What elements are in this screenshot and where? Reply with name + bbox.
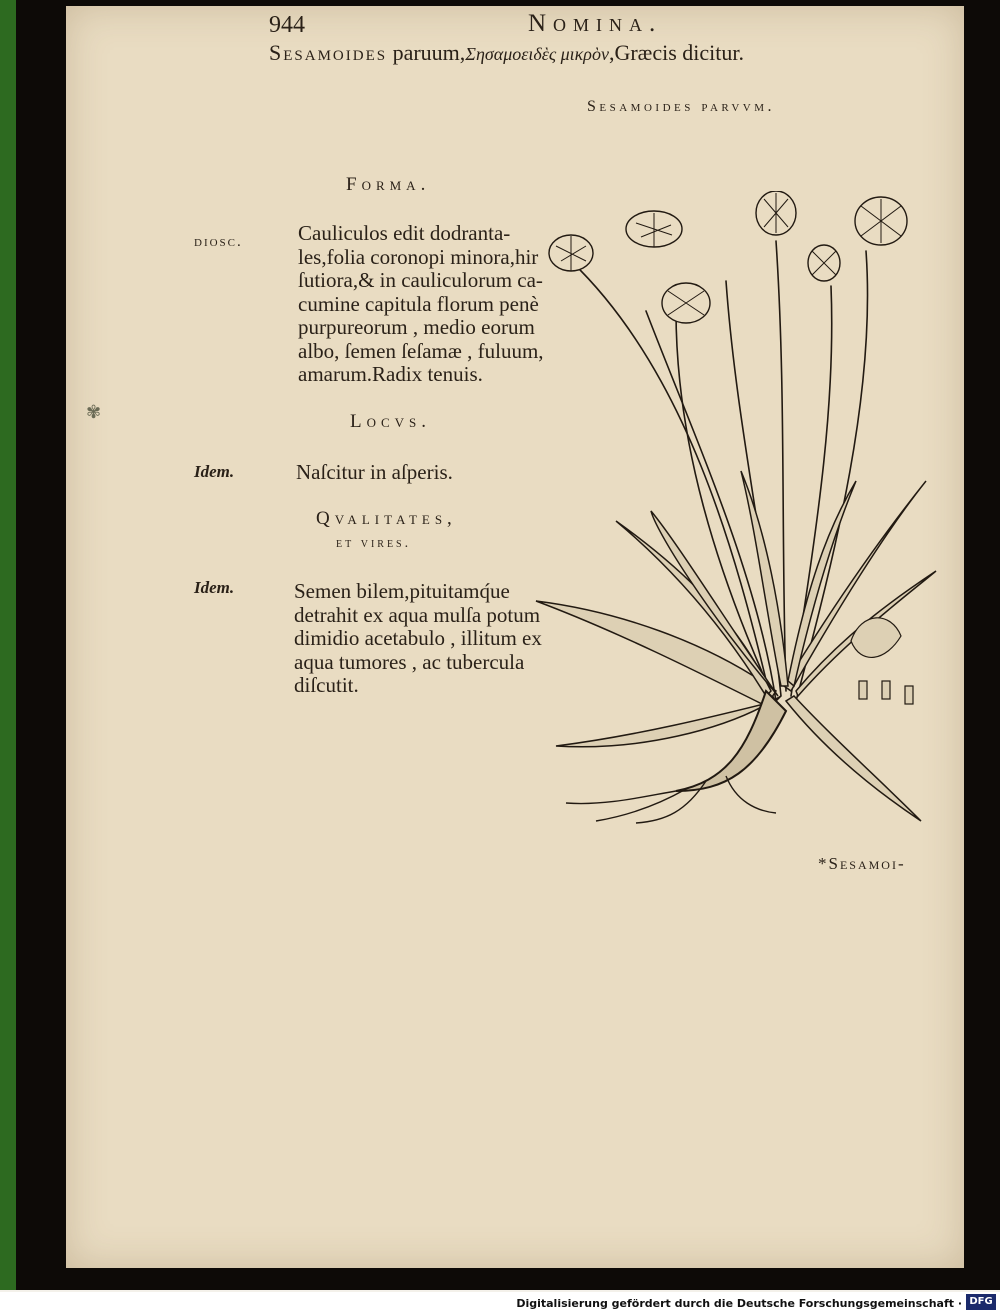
margin-note-diosc: diosc. (194, 234, 243, 250)
text-line: les,folia coronopi minora,hir (298, 244, 539, 269)
text-line: diſcutit. (294, 673, 359, 697)
title-rest: ,Græcis dicitur. (608, 40, 744, 65)
text-line: cumine capitula florum penè (298, 291, 539, 316)
text-line: dimidio acetabulo , illitum ex (294, 626, 542, 650)
text-line: amarum.Radix tenuis. (298, 362, 483, 386)
margin-note-idem: Idem. (194, 462, 235, 481)
plant-woodcut-illustration (526, 191, 946, 831)
text-line: aqua tumores , ac tubercula (294, 649, 525, 674)
text-line: ſutiora,& in cauliculorum ca- (298, 268, 543, 292)
page-number: 944 (269, 12, 305, 38)
dfg-logo-icon: DFG (966, 1294, 996, 1310)
text-line: Semen bilem,pituitamq́ue (294, 579, 510, 603)
paper-stain-ornament: ✾ (86, 402, 102, 422)
title-greek: Σησαμοειδὲς μικρὸν (465, 44, 609, 64)
heading-locus: Locvs. (350, 411, 432, 432)
forma-text (298, 221, 544, 387)
title-latin: paruum, (387, 40, 466, 65)
text-line: Naſcitur in aſperis. (296, 460, 453, 484)
text-line: purpureorum , medio eorum (298, 315, 535, 339)
catchword: *Sesamoi- (818, 854, 906, 873)
heading-vires: et vires. (336, 536, 412, 551)
heading-forma: Forma. (346, 174, 431, 195)
book-page (66, 6, 964, 1268)
title-line (269, 40, 744, 66)
text-line: detrahit ex aqua mulſa potum (294, 602, 541, 627)
margin-note-idem: Idem. (194, 578, 235, 597)
text-line: albo, ſemen ſeſamæ , fuluum, (298, 338, 544, 363)
locus-text (296, 461, 453, 485)
text-line: Cauliculos edit dodranta- (298, 221, 511, 245)
qualitates-text (294, 579, 542, 698)
heading-qualitates: Qvalitates, (316, 508, 457, 529)
footer-credit: Digitalisierung gefördert durch die Deutsche Forschungsgemeinschaft · (516, 1297, 962, 1310)
title-name: Sesamoides (269, 40, 388, 65)
running-head: Nomina. (528, 10, 663, 37)
figure-caption: Sesamoides parvvm. (587, 98, 776, 115)
